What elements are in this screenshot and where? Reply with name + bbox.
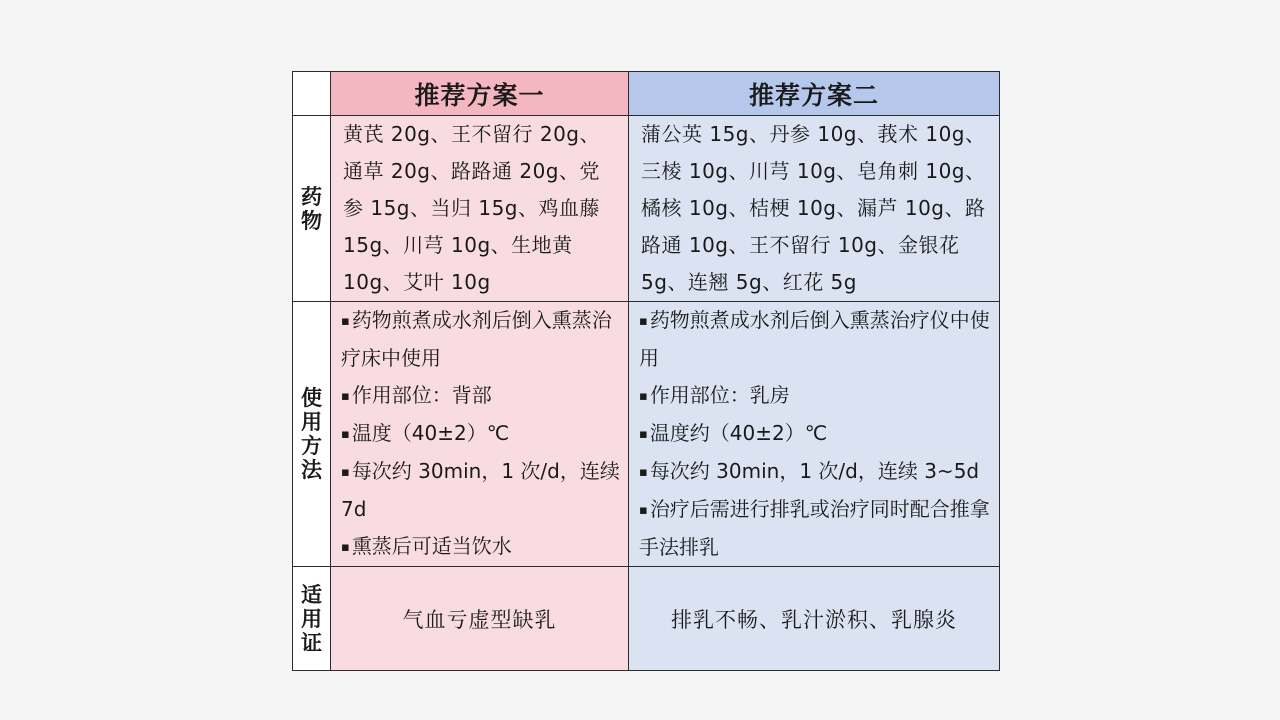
list-item <box>341 377 620 415</box>
row-label-char: 用 <box>301 606 322 631</box>
row-label-char: 用 <box>301 410 322 434</box>
list-item <box>639 377 991 415</box>
bullet-icon: ▪ <box>341 389 350 404</box>
row-label-char: 使 <box>301 386 322 410</box>
row-label-char: 适 <box>301 582 322 607</box>
bullet-icon: ▪ <box>341 427 350 442</box>
list-item-text: 作用部位：背部 <box>351 383 492 407</box>
bullet-icon: ▪ <box>341 314 350 329</box>
bullet-icon: ▪ <box>639 314 648 329</box>
corner-cell <box>293 72 331 116</box>
list-item <box>341 453 620 528</box>
list-item-text: 熏蒸后可适当饮水 <box>351 534 512 558</box>
plan-two-herbs-text: 蒲公英 15g、丹参 10g、莪术 10g、三棱 10g、川芎 10g、皂角刺 10g、橘核 10g、桔梗 10g、漏芦 10g、路路通 10g、王不留行 10g、金银花 5g、连翘 5g、红花 5g <box>641 122 986 294</box>
list-item <box>639 453 991 491</box>
row-label-char: 证 <box>301 630 322 655</box>
list-item <box>639 491 991 566</box>
herbs-row <box>293 116 1000 302</box>
bullet-icon: ▪ <box>341 540 350 555</box>
plan-one-header: 推荐方案一 <box>331 72 629 116</box>
bullet-icon: ▪ <box>639 465 648 480</box>
list-item-text: 温度约（40±2）℃ <box>649 421 828 445</box>
list-item <box>341 415 620 453</box>
list-item <box>341 528 620 566</box>
row-label-char: 法 <box>301 458 322 482</box>
plan-two-indication-cell: 排乳不畅、乳汁淤积、乳腺炎 <box>629 567 1000 671</box>
header-row <box>293 72 1000 116</box>
list-item-text: 药物煎煮成水剂后倒入熏蒸治疗床中使用 <box>341 308 612 370</box>
list-item-text: 温度（40±2）℃ <box>351 421 510 445</box>
list-item-text: 作用部位：乳房 <box>649 383 790 407</box>
row-label-char: 方 <box>301 434 322 458</box>
list-item-text: 每次约 30min，1 次/d，连续 3~5d <box>649 459 980 483</box>
list-item <box>639 302 991 377</box>
plan-one-usage-list <box>331 302 628 566</box>
row-label-char: 物 <box>301 208 322 233</box>
plan-one-usage-cell <box>331 302 629 567</box>
row-label-usage <box>293 302 331 567</box>
list-item <box>639 415 991 453</box>
recommendation-table <box>292 71 1000 671</box>
list-item <box>341 302 620 377</box>
plan-two-header: 推荐方案二 <box>629 72 1000 116</box>
row-label-indication <box>293 567 331 671</box>
row-label-char: 药 <box>301 184 322 209</box>
bullet-icon: ▪ <box>341 465 350 480</box>
bullet-icon: ▪ <box>639 389 648 404</box>
list-item-text: 每次约 30min，1 次/d，连续 7d <box>341 459 620 521</box>
plan-two-usage-list <box>629 302 999 566</box>
plan-one-herbs-text: 黄芪 20g、王不留行 20g、通草 20g、路路通 20g、党参 15g、当归 15g、鸡血藤 15g、川芎 10g、生地黄 10g、艾叶 10g <box>343 122 601 294</box>
plan-one-herbs-cell <box>331 116 629 302</box>
bullet-icon: ▪ <box>639 503 648 518</box>
list-item-text: 治疗后需进行排乳或治疗同时配合推拿手法排乳 <box>639 497 990 559</box>
usage-row <box>293 302 1000 567</box>
bullet-icon: ▪ <box>639 427 648 442</box>
plan-two-herbs-cell <box>629 116 1000 302</box>
plan-one-indication-cell: 气血亏虚型缺乳 <box>331 567 629 671</box>
indication-row <box>293 567 1000 671</box>
plan-two-usage-cell <box>629 302 1000 567</box>
row-label-herbs <box>293 116 331 302</box>
list-item-text: 药物煎煮成水剂后倒入熏蒸治疗仪中使用 <box>639 308 990 370</box>
